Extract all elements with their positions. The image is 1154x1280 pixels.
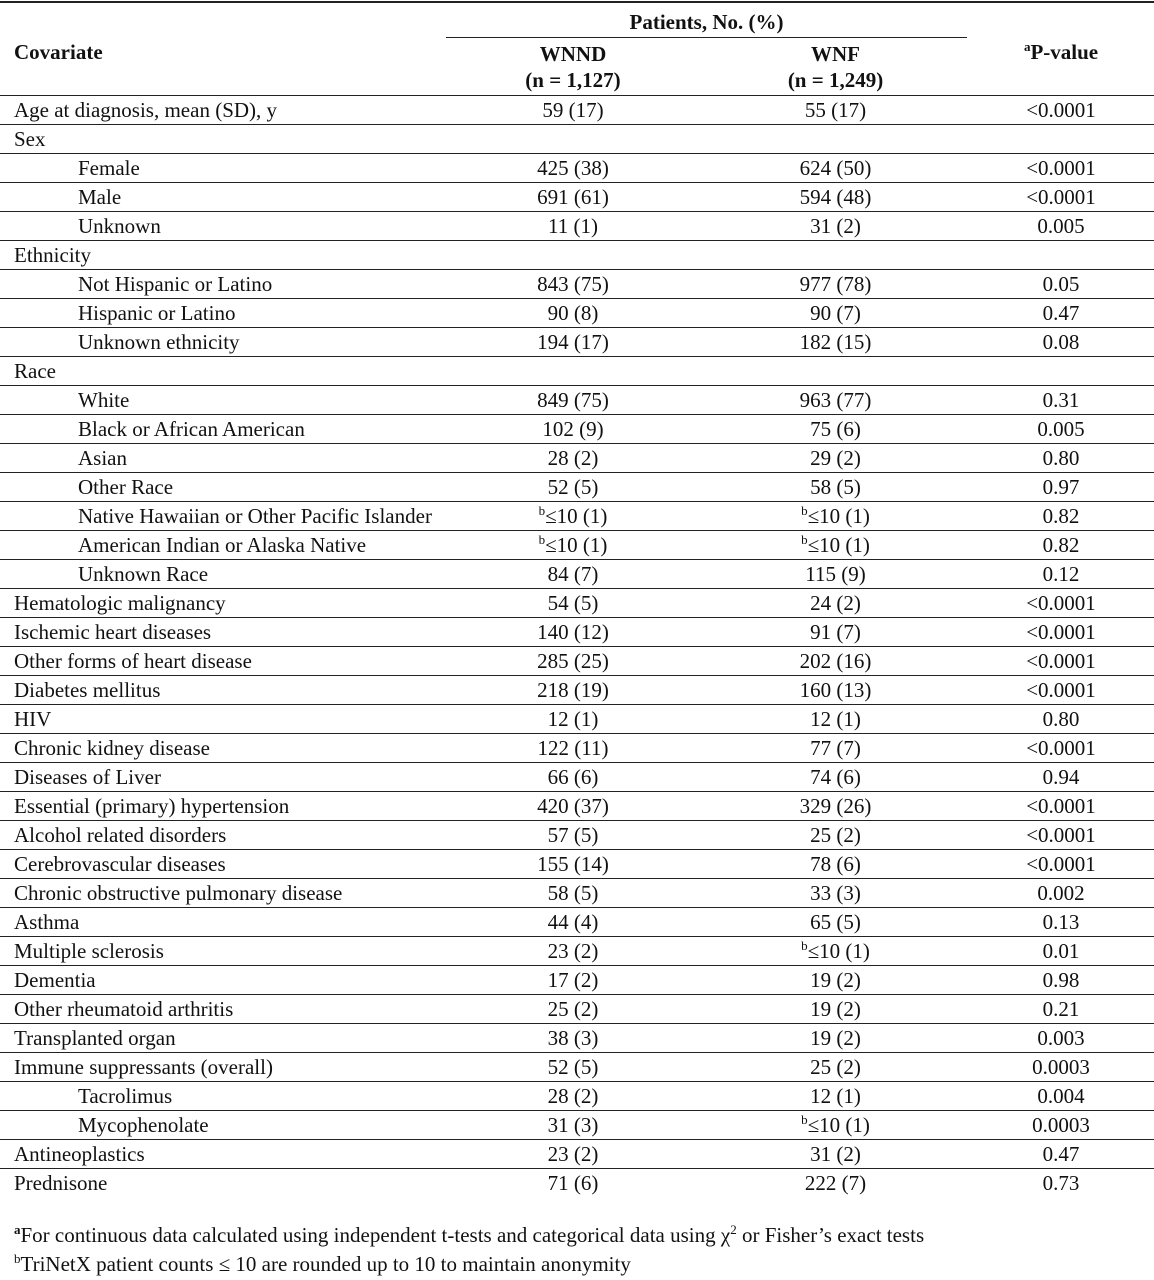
wnnd-value: 23 (2) — [547, 1141, 599, 1166]
patients-group-label: Patients, No. (%) — [446, 10, 967, 38]
wnnd-value: 122 (11) — [537, 735, 609, 760]
wnnd-cell — [443, 299, 703, 328]
wnnd-cell — [443, 1053, 703, 1082]
table-row — [0, 618, 1154, 647]
table-row — [0, 821, 1154, 850]
wnnd-value: 58 (5) — [547, 880, 599, 905]
wnnd-value: 17 (2) — [547, 967, 599, 992]
wnf-value: 12 (1) — [810, 706, 861, 731]
footnote-b-marker: b — [538, 502, 546, 518]
pvalue-cell: 0.73 — [1042, 1170, 1080, 1195]
covariate-cell: Other forms of heart disease — [0, 647, 443, 676]
table-row — [0, 125, 1154, 154]
wnf-value: 12 (1) — [810, 1083, 861, 1108]
footnote-b — [0, 1250, 1154, 1279]
wnf-cell — [703, 850, 968, 879]
pvalue-column-header — [968, 0, 1154, 96]
wnnd-cell — [443, 763, 703, 792]
wnnd-cell — [443, 618, 703, 647]
wnnd-cell — [443, 125, 703, 154]
pvalue-cell: 0.01 — [968, 937, 1154, 966]
wnf-cell — [703, 473, 968, 502]
wnf-cell — [703, 415, 968, 444]
table-row — [0, 502, 1154, 531]
wnnd-value: 52 (5) — [547, 1054, 599, 1079]
table-row — [0, 299, 1154, 328]
wnf-cell — [703, 1082, 968, 1111]
wnnd-value: 12 (1) — [547, 706, 599, 731]
covariate-cell: Sex — [0, 125, 443, 154]
wnf-value: 19 (2) — [810, 967, 861, 992]
wnf-value: 594 (48) — [799, 184, 872, 209]
table-row — [0, 241, 1154, 270]
wnf-cell — [703, 96, 968, 125]
pvalue-cell: 0.80 — [968, 705, 1154, 734]
wnf-value: 33 (3) — [810, 880, 861, 905]
wnf-value: 75 (6) — [810, 416, 861, 441]
pvalue-cell: 0.08 — [968, 328, 1154, 357]
table-row — [0, 560, 1154, 589]
footnote-b-marker: b — [538, 531, 546, 547]
table-row — [0, 966, 1154, 995]
wnnd-cell — [443, 357, 703, 386]
table-row — [0, 357, 1154, 386]
wnf-cell — [703, 560, 968, 589]
table-row — [0, 96, 1154, 125]
wnnd-value: 54 (5) — [547, 590, 599, 615]
pvalue-cell: 0.003 — [968, 1024, 1154, 1053]
wnnd-cell — [443, 1169, 703, 1198]
wnnd-cell — [443, 879, 703, 908]
table-row — [0, 734, 1154, 763]
pvalue-cell: 0.13 — [968, 908, 1154, 937]
wnf-cell — [703, 589, 968, 618]
wnf-cell — [703, 444, 968, 473]
table-row — [0, 676, 1154, 705]
table-row — [0, 183, 1154, 212]
pvalue-cell: 0.002 — [968, 879, 1154, 908]
covariate-cell: Alcohol related disorders — [0, 821, 443, 850]
wnnd-cell — [443, 241, 703, 270]
covariate-cell: Unknown ethnicity — [0, 328, 443, 357]
table-row — [0, 1169, 1154, 1198]
wnf-cell — [703, 792, 968, 821]
table-row — [0, 531, 1154, 560]
wnf-value: 24 (2) — [810, 590, 861, 615]
covariate-cell: Unknown Race — [0, 560, 443, 589]
table-row — [0, 792, 1154, 821]
wnf-value: 58 (5) — [810, 474, 861, 499]
pvalue-cell — [968, 241, 1154, 270]
wnf-cell — [703, 212, 968, 241]
covariate-cell: Diabetes mellitus — [0, 676, 443, 705]
covariate-cell: Asthma — [0, 908, 443, 937]
wnf-value: 115 (9) — [805, 561, 866, 586]
pvalue-cell: 0.005 — [968, 212, 1154, 241]
wnnd-cell — [443, 705, 703, 734]
wnf-cell — [703, 763, 968, 792]
wnf-cell — [703, 328, 968, 357]
pvalue-cell: 0.21 — [968, 995, 1154, 1024]
covariate-cell: Hematologic malignancy — [0, 589, 443, 618]
wnnd-cell — [443, 270, 703, 299]
table-row — [0, 908, 1154, 937]
footnote-a-text-end: or Fisher’s exact tests — [736, 1223, 925, 1247]
wnnd-value: 285 (25) — [537, 648, 609, 673]
wnnd-count: (n = 1,127) — [525, 68, 621, 92]
wnf-cell — [703, 908, 968, 937]
pvalue-cell: 0.94 — [968, 763, 1154, 792]
wnnd-cell — [443, 821, 703, 850]
pvalue-cell: <0.0001 — [968, 96, 1154, 125]
wnf-cell — [703, 937, 968, 966]
pvalue-cell: 0.05 — [968, 270, 1154, 299]
wnf-cell — [703, 386, 968, 415]
wnf-cell — [703, 1140, 968, 1169]
pvalue-cell: 0.80 — [968, 444, 1154, 473]
wnnd-value: 155 (14) — [537, 851, 609, 876]
covariate-cell: American Indian or Alaska Native — [0, 531, 443, 560]
wnnd-cell — [443, 647, 703, 676]
wnf-cell — [703, 647, 968, 676]
table-row — [0, 1053, 1154, 1082]
pvalue-cell: <0.0001 — [968, 734, 1154, 763]
wnf-cell — [703, 734, 968, 763]
covariate-cell: Essential (primary) hypertension — [0, 792, 443, 821]
wnnd-value: 140 (12) — [537, 619, 609, 644]
wnnd-cell — [443, 183, 703, 212]
covariate-cell: Cerebrovascular diseases — [0, 850, 443, 879]
wnf-cell — [703, 1111, 968, 1140]
wnf-cell — [703, 821, 968, 850]
wnnd-value: 425 (38) — [537, 155, 609, 180]
covariate-cell: Ethnicity — [0, 241, 443, 270]
wnnd-value: 90 (8) — [547, 300, 599, 325]
covariate-cell: Chronic obstructive pulmonary disease — [0, 879, 443, 908]
covariate-cell: Transplanted organ — [0, 1024, 443, 1053]
covariate-cell: Tacrolimus — [0, 1082, 443, 1111]
covariate-cell: Hispanic or Latino — [0, 299, 443, 328]
covariate-cell: Immune suppressants (overall) — [0, 1053, 443, 1082]
wnf-value: ≤10 (1) — [807, 938, 870, 963]
wnf-value: 19 (2) — [810, 996, 861, 1021]
wnf-value: 29 (2) — [810, 445, 861, 470]
wnf-value: ≤10 (1) — [807, 1112, 870, 1137]
wnnd-value: 420 (37) — [537, 793, 609, 818]
wnf-cell — [703, 1053, 968, 1082]
table-row — [0, 1111, 1154, 1140]
wnnd-cell — [443, 328, 703, 357]
wnnd-cell — [443, 415, 703, 444]
wnf-value: 77 (7) — [810, 735, 861, 760]
wnnd-cell — [443, 850, 703, 879]
pvalue-cell: 0.12 — [968, 560, 1154, 589]
table-row — [0, 937, 1154, 966]
covariate-cell: Diseases of Liver — [0, 763, 443, 792]
pvalue-cell: 0.82 — [968, 502, 1154, 531]
wnf-value: 222 (7) — [804, 1170, 867, 1195]
table-row — [0, 850, 1154, 879]
wnf-cell — [703, 705, 968, 734]
footnote-b-marker: b — [801, 937, 808, 953]
pvalue-cell: <0.0001 — [968, 154, 1154, 183]
wnf-cell — [703, 270, 968, 299]
pvalue-cell: <0.0001 — [968, 589, 1154, 618]
table-row — [0, 270, 1154, 299]
wnnd-cell — [443, 154, 703, 183]
wnnd-cell — [443, 473, 703, 502]
wnnd-value: 28 (2) — [547, 445, 599, 470]
footnote-a-text: For continuous data calculated using independent t-tests and categorical data using χ — [20, 1223, 731, 1247]
pvalue-cell: <0.0001 — [968, 792, 1154, 821]
wnf-value: 31 (2) — [810, 213, 861, 238]
covariate-cell: Ischemic heart diseases — [0, 618, 443, 647]
wnf-value: 91 (7) — [810, 619, 861, 644]
pvalue-footnote-marker: a — [1023, 38, 1031, 54]
covariate-cell: White — [0, 386, 443, 415]
pvalue-cell: <0.0001 — [968, 821, 1154, 850]
wnf-value: 160 (13) — [799, 677, 872, 702]
wnnd-cell — [443, 734, 703, 763]
wnnd-value: 849 (75) — [537, 387, 609, 412]
wnf-cell — [703, 879, 968, 908]
table-row — [0, 1140, 1154, 1169]
footnote-b-marker: b — [801, 531, 808, 547]
wnf-cell — [703, 676, 968, 705]
covariate-cell: Multiple sclerosis — [0, 937, 443, 966]
table-row — [0, 589, 1154, 618]
wnf-count: (n = 1,249) — [787, 68, 884, 92]
wnf-value: 963 (77) — [799, 387, 872, 412]
pvalue-cell: 0.0003 — [968, 1111, 1154, 1140]
wnf-value: 78 (6) — [810, 851, 861, 876]
wnf-value: 19 (2) — [810, 1025, 861, 1050]
pvalue-cell: 0.47 — [968, 299, 1154, 328]
wnnd-cell — [443, 792, 703, 821]
covariate-cell: Male — [0, 183, 443, 212]
wnnd-cell — [443, 966, 703, 995]
wnnd-cell — [443, 1082, 703, 1111]
pvalue-cell: <0.0001 — [968, 618, 1154, 647]
wnnd-value: 44 (4) — [547, 909, 599, 934]
wnf-cell — [703, 1169, 968, 1198]
wnf-cell — [703, 618, 968, 647]
wnnd-cell — [443, 386, 703, 415]
table-body — [0, 96, 1154, 1198]
footnote-a — [0, 1221, 1154, 1250]
wnnd-value: 11 (1) — [548, 213, 598, 238]
wnnd-cell — [443, 676, 703, 705]
wnnd-value: 71 (6) — [547, 1170, 599, 1195]
wnf-cell — [703, 995, 968, 1024]
table-row — [0, 995, 1154, 1024]
pvalue-cell: <0.0001 — [968, 676, 1154, 705]
wnf-cell — [703, 154, 968, 183]
wnnd-cell — [443, 995, 703, 1024]
pvalue-cell: <0.0001 — [968, 647, 1154, 676]
pvalue-cell: 0.82 — [968, 531, 1154, 560]
pvalue-cell: 0.97 — [968, 473, 1154, 502]
covariate-cell: Black or African American — [0, 415, 443, 444]
table-header — [0, 0, 1154, 96]
wnf-cell — [703, 125, 968, 154]
wnf-cell — [703, 531, 968, 560]
covariate-cell: Mycophenolate — [0, 1111, 443, 1140]
wnf-value: 182 (15) — [799, 329, 872, 354]
wnnd-cell — [443, 589, 703, 618]
wnnd-cell — [443, 212, 703, 241]
wnf-cell — [703, 502, 968, 531]
pvalue-cell: <0.0001 — [968, 850, 1154, 879]
wnf-value: ≤10 (1) — [807, 503, 870, 528]
covariate-cell: Prednisone — [14, 1170, 108, 1195]
wnnd-cell — [443, 502, 703, 531]
wnf-cell — [703, 299, 968, 328]
pvalue-cell: 0.004 — [968, 1082, 1154, 1111]
covariate-cell: Antineoplastics — [0, 1140, 443, 1169]
wnf-column-header — [703, 40, 968, 96]
wnf-value: 624 (50) — [799, 155, 872, 180]
covariate-cell: Unknown — [0, 212, 443, 241]
pvalue-cell: 0.47 — [968, 1140, 1154, 1169]
patients-group-header — [443, 0, 968, 40]
wnnd-value: 38 (3) — [547, 1025, 599, 1050]
wnnd-value: 57 (5) — [547, 822, 599, 847]
wnnd-cell — [443, 908, 703, 937]
wnnd-value: 691 (61) — [537, 184, 609, 209]
wnf-value: 65 (5) — [810, 909, 861, 934]
covariate-cell: HIV — [0, 705, 443, 734]
wnnd-cell — [443, 560, 703, 589]
wnnd-value: 52 (5) — [547, 474, 599, 499]
wnf-value: 55 (17) — [804, 97, 867, 122]
table-row — [0, 1082, 1154, 1111]
table-row — [0, 879, 1154, 908]
wnf-value: ≤10 (1) — [807, 532, 870, 557]
wnnd-cell — [443, 937, 703, 966]
wnnd-cell — [443, 96, 703, 125]
covariate-column-header: Covariate — [0, 0, 443, 96]
wnf-cell — [703, 183, 968, 212]
covariate-cell: Dementia — [0, 966, 443, 995]
wnf-value: 25 (2) — [810, 822, 861, 847]
footnote-b-marker: b — [801, 502, 808, 518]
covariate-cell: Asian — [0, 444, 443, 473]
wnnd-value: 23 (2) — [547, 938, 599, 963]
wnnd-value: ≤10 (1) — [545, 532, 608, 557]
pvalue-label: P-value — [1030, 39, 1099, 64]
table-row — [0, 705, 1154, 734]
pvalue-cell: 0.31 — [968, 386, 1154, 415]
covariate-cell: Native Hawaiian or Other Pacific Islander — [0, 502, 443, 531]
table-row — [0, 1024, 1154, 1053]
wnf-cell — [703, 1024, 968, 1053]
pvalue-cell: 0.98 — [968, 966, 1154, 995]
table-row — [0, 328, 1154, 357]
wnnd-value: 194 (17) — [537, 329, 609, 354]
covariate-cell: Other rheumatoid arthritis — [0, 995, 443, 1024]
wnf-label: WNF — [811, 42, 860, 66]
wnf-value: 977 (78) — [799, 271, 872, 296]
covariate-cell: Age at diagnosis, mean (SD), y — [0, 96, 443, 125]
wnnd-cell — [443, 1140, 703, 1169]
pvalue-cell: 0.005 — [968, 415, 1154, 444]
covariate-cell: Race — [0, 357, 443, 386]
wnnd-cell — [443, 444, 703, 473]
table-row — [0, 444, 1154, 473]
covariate-cell: Not Hispanic or Latino — [0, 270, 443, 299]
covariate-cell: Other Race — [0, 473, 443, 502]
wnnd-value: 28 (2) — [547, 1083, 599, 1108]
wnf-value: 202 (16) — [799, 648, 872, 673]
pvalue-cell — [968, 125, 1154, 154]
footnote-b-marker: b — [14, 1251, 21, 1266]
wnnd-value: 25 (2) — [547, 996, 599, 1021]
pvalue-cell: 0.0003 — [968, 1053, 1154, 1082]
pvalue-cell: <0.0001 — [968, 183, 1154, 212]
wnnd-cell — [443, 1024, 703, 1053]
wnnd-label: WNND — [539, 42, 607, 66]
pvalue-cell — [968, 357, 1154, 386]
wnf-value: 74 (6) — [810, 764, 861, 789]
wnnd-value: 59 (17) — [542, 97, 604, 122]
wnf-value: 31 (2) — [810, 1141, 861, 1166]
covariate-cell: Chronic kidney disease — [0, 734, 443, 763]
wnf-value: 329 (26) — [799, 793, 872, 818]
wnnd-value: 218 (19) — [537, 677, 609, 702]
wnnd-value: 843 (75) — [537, 271, 609, 296]
wnf-value: 25 (2) — [810, 1054, 861, 1079]
table-row — [0, 647, 1154, 676]
wnf-cell — [703, 966, 968, 995]
covariate-cell: Female — [0, 154, 443, 183]
wnnd-value: ≤10 (1) — [545, 503, 608, 528]
wnnd-cell — [443, 1111, 703, 1140]
footnote-a-marker: a — [14, 1222, 21, 1237]
wnnd-value: 102 (9) — [542, 416, 604, 441]
wnf-value: 90 (7) — [810, 300, 861, 325]
table-row — [0, 473, 1154, 502]
table-row — [0, 212, 1154, 241]
footnote-b-marker: b — [801, 1111, 808, 1127]
wnnd-column-header — [443, 40, 703, 96]
table-row — [0, 415, 1154, 444]
footnote-b-text: TriNetX patient counts ≤ 10 are rounded up to 10 to maintain anonymity — [20, 1252, 631, 1276]
chi-square-superscript: 2 — [730, 1222, 737, 1237]
wnnd-cell — [443, 531, 703, 560]
wnnd-value: 31 (3) — [547, 1112, 599, 1137]
wnf-cell — [703, 357, 968, 386]
wnnd-value: 66 (6) — [547, 764, 599, 789]
table-footnotes — [0, 1221, 1154, 1279]
table-row — [0, 154, 1154, 183]
table-row — [0, 386, 1154, 415]
table-row — [0, 763, 1154, 792]
wnf-cell — [703, 241, 968, 270]
wnnd-value: 84 (7) — [547, 561, 599, 586]
